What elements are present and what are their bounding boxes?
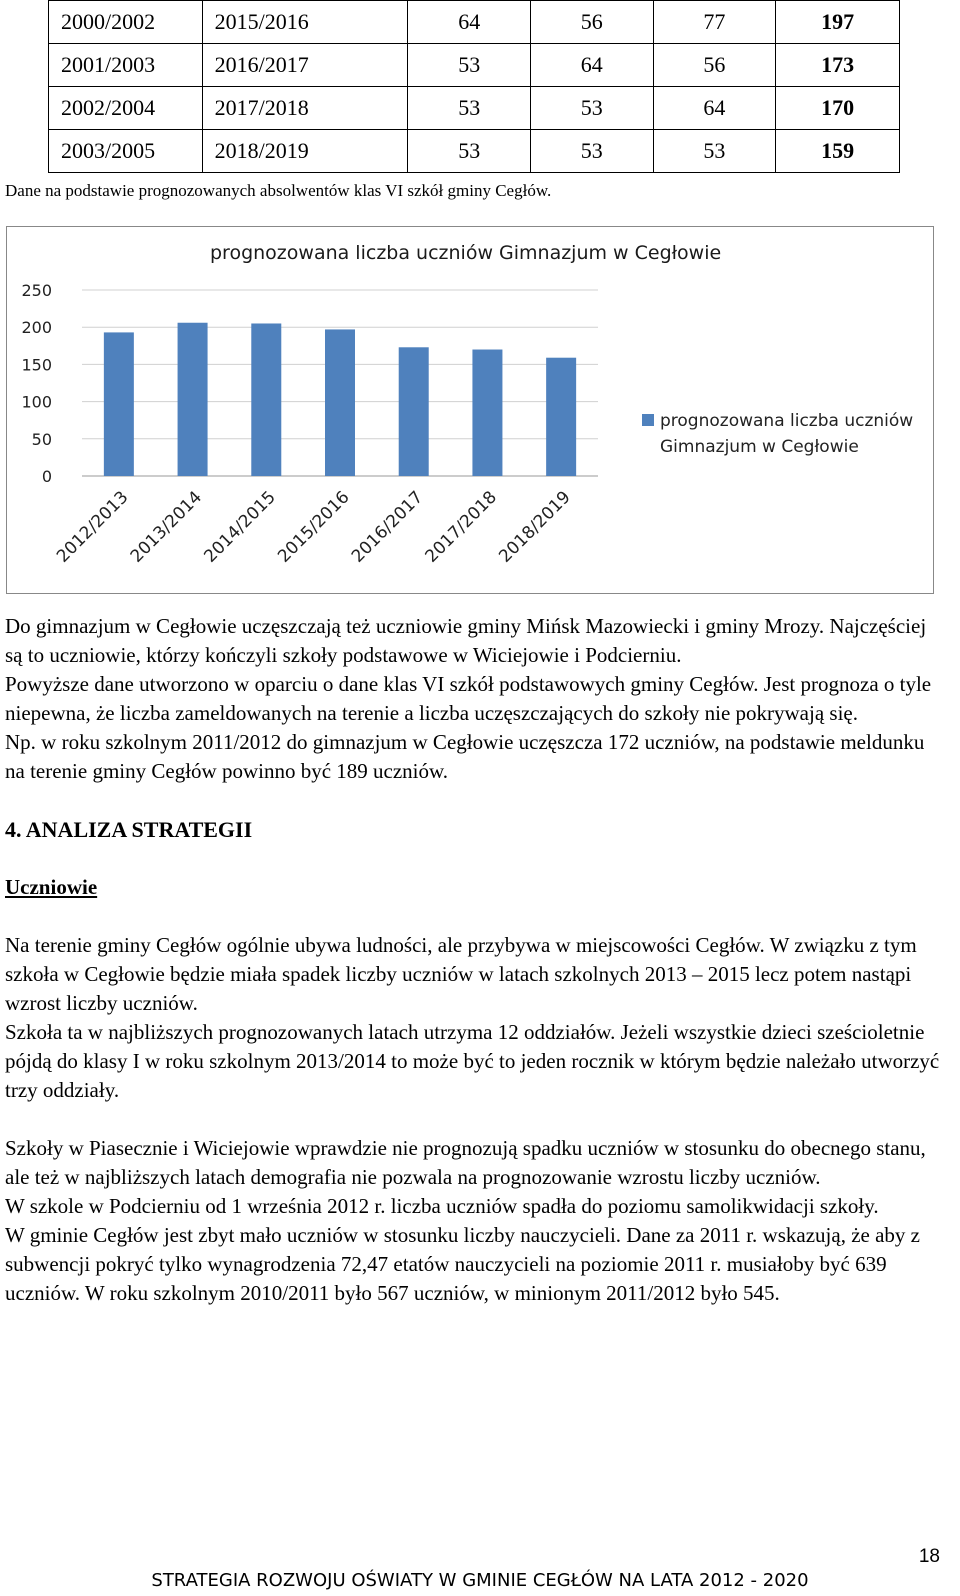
table-cell: 53 [531, 130, 654, 173]
x-tick-label: 2012/2013 [53, 487, 133, 567]
table-cell: 53 [408, 130, 531, 173]
legend-swatch [642, 414, 654, 426]
y-tick-label: 250 [21, 281, 52, 300]
table-cell: 56 [653, 44, 776, 87]
table-cell: 64 [653, 87, 776, 130]
paragraph: Szkoły w Piasecznie i Wiciejowie wprawdzie nie prognozują spadku uczniów w stosunku do obecnego stanu, ale też w najbliższych latach demografia nie pozwala na prognozowanie wzrostu liczby uczniów. [5, 1136, 926, 1189]
table-cell: 53 [408, 44, 531, 87]
x-tick-label: 2016/2017 [347, 487, 428, 567]
y-tick-label: 200 [21, 318, 52, 338]
x-tick-label: 2013/2014 [126, 487, 207, 567]
table-cell-total: 197 [776, 1, 900, 44]
y-tick-label: 150 [21, 355, 52, 375]
chart-title: prognozowana liczba uczniów Gimnazjum w Cegłowie [210, 242, 722, 264]
legend-label-line1: prognozowana liczba uczniów [660, 411, 914, 431]
y-tick-label: 0 [41, 467, 52, 486]
table-cell: 2018/2019 [202, 130, 408, 173]
table-cell: 77 [653, 1, 776, 44]
x-tick-label: 2018/2019 [495, 487, 575, 567]
table-cell: 53 [408, 87, 531, 130]
paragraph: W szkole w Podcierniu od 1 września 2012 r. liczba uczniów spadła do poziomu samolikwidacji szkoły. [5, 1194, 879, 1218]
table-cell: 53 [653, 130, 776, 173]
page-number: 18 [918, 1546, 940, 1567]
paragraph: W gminie Cegłów jest zbyt mało uczniów w stosunku liczby nauczycieli. Dane za 2011 r. wskazują, że aby z subwencji pokryć tylko wynagrodzenia 72,47 etatów nauczycieli na poziomie 2011 r. musiałoby być 639 uczniów. W roku szkolnym 2010/2011 było 567 uczniów, w minionym 2011/2012 było 545. [5, 1223, 920, 1305]
table-cell: 53 [531, 87, 654, 130]
bar [104, 332, 134, 476]
table-cell: 64 [531, 44, 654, 87]
paragraph: Np. w roku szkolnym 2011/2012 do gimnazjum w Cegłowie uczęszcza 172 uczniów, na podstawie meldunku na terenie gminy Cegłów powinno być 189 uczniów. [5, 730, 925, 783]
table-cell: 2001/2003 [49, 44, 203, 87]
paragraph: Do gimnazjum w Cegłowie uczęszczają też uczniowie gminy Mińsk Mazowiecki i gminy Mrozy. Najczęściej są to uczniowie, którzy kończyli szkoły podstawowe w Wiciejowie i Podcierniu. [5, 614, 927, 667]
table-cell: 2003/2005 [49, 130, 203, 173]
bar [325, 329, 355, 476]
table-cell: 2017/2018 [202, 87, 408, 130]
page-footer: STRATEGIA ROZWOJU OŚWIATY W GMINIE CEGŁÓW NA LATA 2012 - 2020 [151, 1570, 809, 1591]
body-text [5, 612, 945, 1308]
bar [178, 323, 208, 476]
table-cell-total: 159 [776, 130, 900, 173]
bar [472, 350, 502, 476]
y-tick-label: 100 [21, 392, 52, 412]
table-cell: 2002/2004 [49, 87, 203, 130]
source-note: Dane na podstawie prognozowanych absolwentów klas VI szkół gminy Cegłów. [5, 181, 552, 200]
bar [546, 358, 576, 476]
table-cell: 56 [531, 1, 654, 44]
table-cell-total: 170 [776, 87, 900, 130]
section-heading: 4. ANALIZA STRATEGII [5, 817, 253, 842]
table-cell: 2015/2016 [202, 1, 408, 44]
bar [251, 323, 281, 476]
chart-legend [642, 408, 913, 460]
paragraph: Powyższe dane utworzono w oparciu o dane klas VI szkół podstawowych gminy Cegłów. Jest prognoza o tyle niepewna, że liczba zameldowanych na terenie a liczba uczęszczających do szkoły nie pokrywają się. [5, 672, 932, 725]
bar-chart [0, 0, 960, 600]
paragraph: Na terenie gminy Cegłów ogólnie ubywa ludności, ale przybywa w miejscowości Cegłów. W związku z tym szkoła w Cegłowie będzie miała spadek liczby uczniów w latach szkolnych 2013 – 2015 lecz potem nastąpi wzrost liczby uczniów. [5, 933, 917, 1015]
section-subheading: Uczniowie [5, 875, 98, 899]
x-tick-label: 2015/2016 [274, 487, 354, 567]
bar [399, 347, 429, 476]
table-cell: 2016/2017 [202, 44, 408, 87]
table-cell: 64 [408, 1, 531, 44]
x-tick-label: 2017/2018 [421, 487, 501, 567]
paragraph: Szkoła ta w najbliższych prognozowanych latach utrzyma 12 oddziałów. Jeżeli wszystkie dzieci sześcioletnie pójdą do klasy I w roku szkolnym 2013/2014 to może być to jeden rocznik w którym będzie należało utworzyć trzy oddziały. [5, 1020, 940, 1102]
table-cell: 2000/2002 [49, 1, 203, 44]
legend-label-line2: Gimnazjum w Cegłowie [660, 437, 859, 457]
table-cell-total: 173 [776, 44, 900, 87]
x-tick-label: 2014/2015 [200, 487, 280, 567]
y-tick-label: 50 [31, 429, 52, 449]
